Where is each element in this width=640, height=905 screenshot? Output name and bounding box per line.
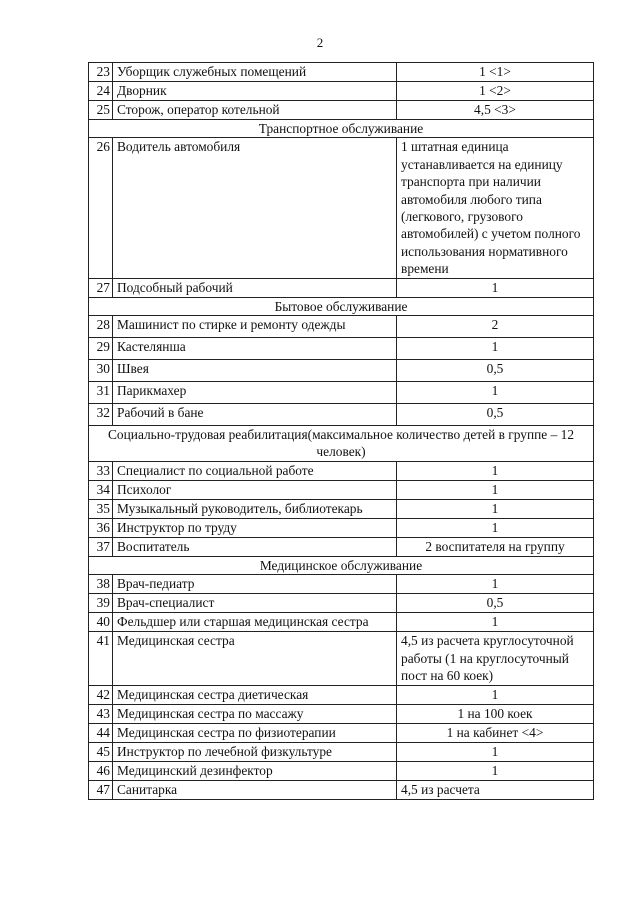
- position-name: Музыкальный руководитель, библиотекарь: [113, 499, 397, 518]
- row-number: 27: [89, 278, 113, 297]
- staff-quota: 1 <1>: [397, 63, 594, 82]
- table-row: [89, 63, 594, 82]
- position-name: Медицинский дезинфектор: [113, 761, 397, 780]
- section-title: Бытовое обслуживание: [89, 297, 594, 315]
- position-name: Врач-педиатр: [113, 575, 397, 594]
- position-name: Водитель автомобиля: [113, 138, 397, 278]
- section-title: Транспортное обслуживание: [89, 120, 594, 138]
- page-number: 2: [316, 35, 324, 50]
- section-header-row: [89, 120, 594, 138]
- row-number: 24: [89, 82, 113, 101]
- position-name: Парикмахер: [113, 382, 397, 404]
- staff-quota: 1 <2>: [397, 82, 594, 101]
- position-name: Медицинская сестра: [113, 632, 397, 685]
- position-name: Дворник: [113, 82, 397, 101]
- staff-quota: 1 на 100 коек: [397, 704, 594, 723]
- table-row: [89, 575, 594, 594]
- row-number: 39: [89, 594, 113, 613]
- staff-quota: 1: [397, 613, 594, 632]
- staff-quota: 4,5 <3>: [397, 101, 594, 120]
- position-name: Швея: [113, 360, 397, 382]
- staff-quota: 1 на кабинет <4>: [397, 723, 594, 742]
- row-number: 46: [89, 761, 113, 780]
- staff-quota: 1: [397, 742, 594, 761]
- table-row: [89, 685, 594, 704]
- table-row: [89, 742, 594, 761]
- table-row: [89, 404, 594, 426]
- row-number: 45: [89, 742, 113, 761]
- position-name: Уборщик служебных помещений: [113, 63, 397, 82]
- staff-quota: 0,5: [397, 594, 594, 613]
- table-row: [89, 499, 594, 518]
- table-row: [89, 382, 594, 404]
- table-row: [89, 518, 594, 537]
- row-number: 28: [89, 316, 113, 338]
- staff-quota: 0,5: [397, 404, 594, 426]
- staff-quota: 0,5: [397, 360, 594, 382]
- row-number: 41: [89, 632, 113, 685]
- position-name: Врач-специалист: [113, 594, 397, 613]
- staff-quota: 2 воспитателя на группу: [397, 537, 594, 556]
- row-number: 32: [89, 404, 113, 426]
- table-row: [89, 723, 594, 742]
- position-name: Инструктор по лечебной физкультуре: [113, 742, 397, 761]
- position-name: Медицинская сестра по физиотерапии: [113, 723, 397, 742]
- staff-quota: 2: [397, 316, 594, 338]
- row-number: 40: [89, 613, 113, 632]
- section-header-row: [89, 556, 594, 574]
- table-row: [89, 101, 594, 120]
- staff-quota: 4,5 из расчета: [397, 780, 594, 799]
- row-number: 29: [89, 338, 113, 360]
- position-name: Фельдшер или старшая медицинская сестра: [113, 613, 397, 632]
- table-row: [89, 138, 594, 278]
- row-number: 30: [89, 360, 113, 382]
- section-title: Медицинское обслуживание: [89, 556, 594, 574]
- row-number: 38: [89, 575, 113, 594]
- table-row: [89, 632, 594, 685]
- table-row: [89, 461, 594, 480]
- table-row: [89, 278, 594, 297]
- row-number: 31: [89, 382, 113, 404]
- table-row: [89, 594, 594, 613]
- row-number: 35: [89, 499, 113, 518]
- table-row: [89, 780, 594, 799]
- staff-quota: 1: [397, 499, 594, 518]
- row-number: 36: [89, 518, 113, 537]
- position-name: Психолог: [113, 480, 397, 499]
- row-number: 25: [89, 101, 113, 120]
- position-name: Воспитатель: [113, 537, 397, 556]
- table-row: [89, 82, 594, 101]
- row-number: 33: [89, 461, 113, 480]
- row-number: 26: [89, 138, 113, 278]
- table-row: [89, 316, 594, 338]
- position-name: Рабочий в бане: [113, 404, 397, 426]
- staff-quota: 1: [397, 382, 594, 404]
- table-row: [89, 537, 594, 556]
- row-number: 43: [89, 704, 113, 723]
- staff-quota: 1: [397, 461, 594, 480]
- table-row: [89, 761, 594, 780]
- position-name: Медицинская сестра диетическая: [113, 685, 397, 704]
- position-name: Специалист по социальной работе: [113, 461, 397, 480]
- section-header-row: [89, 297, 594, 315]
- staff-quota: 1: [397, 338, 594, 360]
- staff-quota: 1: [397, 278, 594, 297]
- position-name: Медицинская сестра по массажу: [113, 704, 397, 723]
- table-row: [89, 613, 594, 632]
- staff-table-body: [89, 63, 594, 800]
- position-name: Машинист по стирке и ремонту одежды: [113, 316, 397, 338]
- staff-quota: 1: [397, 518, 594, 537]
- position-name: Инструктор по труду: [113, 518, 397, 537]
- table-row: [89, 338, 594, 360]
- row-number: 47: [89, 780, 113, 799]
- table-row: [89, 704, 594, 723]
- staff-quota: 1: [397, 685, 594, 704]
- staff-quota: 4,5 из расчета круглосуточной работы (1 на круглосуточный пост на 60 коек): [397, 632, 594, 685]
- position-name: Сторож, оператор котельной: [113, 101, 397, 120]
- table-row: [89, 360, 594, 382]
- position-name: Подсобный рабочий: [113, 278, 397, 297]
- row-number: 44: [89, 723, 113, 742]
- staff-quota: 1: [397, 761, 594, 780]
- position-name: Кастелянша: [113, 338, 397, 360]
- row-number: 37: [89, 537, 113, 556]
- row-number: 23: [89, 63, 113, 82]
- staff-quota: 1 штатная единица устанавливается на единицу транспорта при наличии автомобиля любого типа (легкового, грузового автомобилей) с учетом полного использования нормативного времени: [397, 138, 594, 278]
- position-name: Санитарка: [113, 780, 397, 799]
- table-row: [89, 480, 594, 499]
- section-title: Социально-трудовая реабилитация(максимальное количество детей в группе – 12 человек): [89, 426, 594, 462]
- row-number: 42: [89, 685, 113, 704]
- staff-quota: 1: [397, 575, 594, 594]
- staff-quota: 1: [397, 480, 594, 499]
- staff-table: [88, 62, 594, 800]
- row-number: 34: [89, 480, 113, 499]
- section-header-row: [89, 426, 594, 462]
